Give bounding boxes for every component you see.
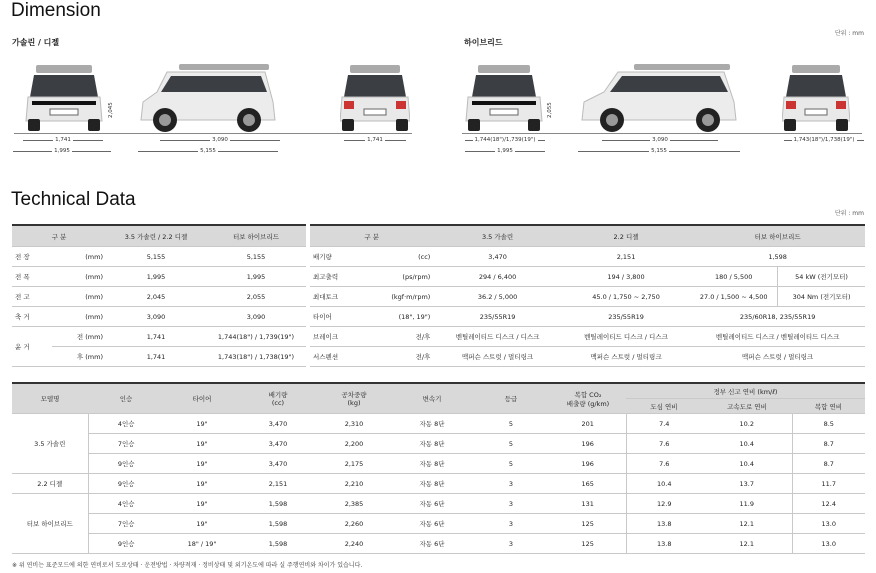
gas-length-dim: 5,155 bbox=[138, 148, 278, 154]
table-cell: 3 bbox=[472, 474, 550, 494]
hybrid-length-dim: 5,155 bbox=[578, 148, 740, 154]
fuel-header-highway: 고속도로 연비 bbox=[702, 399, 792, 414]
spec-left-row bbox=[12, 327, 306, 347]
cell-value: 235/55R19 bbox=[433, 307, 561, 327]
gas-rear-track-dim: 1,741 bbox=[344, 137, 406, 143]
cell-value: 1,741 bbox=[106, 327, 206, 347]
hybrid-front-width-dim: 1,995 bbox=[465, 148, 545, 154]
table-cell: 10.2 bbox=[702, 414, 792, 434]
cell-value: 2,055 bbox=[206, 287, 306, 307]
table-cell: 2,310 bbox=[316, 414, 392, 434]
fuel-header-eff-group: 정부 신고 연비 (km/ℓ) bbox=[626, 383, 865, 399]
table-cell: 10.4 bbox=[626, 474, 702, 494]
hybrid-label: 하이브리드 bbox=[464, 38, 503, 47]
table-cell: 19" bbox=[164, 434, 240, 454]
spec-left-header: 3.5 가솔린 / 2.2 디젤 bbox=[106, 225, 206, 247]
table-cell: 3 bbox=[472, 514, 550, 534]
fuel-header-row bbox=[12, 383, 865, 399]
table-cell: 9인승 bbox=[88, 534, 164, 554]
header-unit: (cc) bbox=[271, 399, 285, 407]
cell-value: 45.0 / 1,750 ~ 2,750 bbox=[562, 287, 690, 307]
spec-right-header: 터보 하이브리드 bbox=[690, 225, 865, 247]
model-name-cell: 터보 하이브리드 bbox=[12, 494, 88, 554]
spec-right-row bbox=[310, 267, 865, 287]
table-cell: 3,470 bbox=[240, 454, 316, 474]
cell-value: 180 / 5,500 bbox=[690, 267, 777, 287]
technical-unit-label: 단위 : mm bbox=[834, 210, 864, 217]
fuel-header-model: 모델명 bbox=[12, 383, 88, 414]
spec-table-right bbox=[310, 224, 865, 367]
table-row bbox=[12, 474, 865, 494]
spec-right-header-row bbox=[310, 225, 865, 247]
hybrid-side-view-image bbox=[578, 62, 742, 134]
table-cell: 4인승 bbox=[88, 494, 164, 514]
table-cell: 2,151 bbox=[240, 474, 316, 494]
fuel-header-combined: 복합 연비 bbox=[792, 399, 865, 414]
table-cell: 18" / 19" bbox=[164, 534, 240, 554]
row-label: 축 거 bbox=[12, 307, 52, 327]
cell-value: 54 kW (전기모터) bbox=[778, 267, 865, 287]
row-label: 서스펜션 bbox=[310, 347, 359, 367]
table-row bbox=[12, 494, 865, 514]
spec-left-header: 구 분 bbox=[12, 225, 106, 247]
table-cell: 7.6 bbox=[626, 434, 702, 454]
table-cell: 10.4 bbox=[702, 434, 792, 454]
table-cell: 11.9 bbox=[702, 494, 792, 514]
fuel-table-body bbox=[12, 414, 865, 554]
cell-value: 1,995 bbox=[206, 267, 306, 287]
table-cell: 자동 8단 bbox=[392, 454, 472, 474]
row-label: 전 고 bbox=[12, 287, 52, 307]
spec-right-header: 2.2 디젤 bbox=[562, 225, 690, 247]
row-unit: (kgf·m/rpm) bbox=[359, 287, 433, 307]
hybrid-front-track-dim: 1,744(18")/1,739(19") bbox=[465, 137, 545, 143]
row-unit: (cc) bbox=[359, 247, 433, 267]
spec-right-header: 3.5 가솔린 bbox=[433, 225, 561, 247]
table-cell: 125 bbox=[550, 534, 626, 554]
cell-value: 맥퍼슨 스트럿 / 멀티링크 bbox=[690, 347, 865, 367]
table-row bbox=[12, 414, 865, 434]
table-cell: 2,240 bbox=[316, 534, 392, 554]
header-text: 공차중량 bbox=[341, 391, 367, 399]
table-cell: 12.9 bbox=[626, 494, 702, 514]
footnote: ※ 위 연비는 표준모드에 의한 연비로서 도로상태 · 운전방법 · 차량적재 · 정비상태 및 외기온도에 따라 실 주행연비와 차이가 있습니다. bbox=[12, 562, 363, 569]
table-cell: 19" bbox=[164, 454, 240, 474]
table-cell: 3 bbox=[472, 494, 550, 514]
table-cell: 2,200 bbox=[316, 434, 392, 454]
gas-side-view-image bbox=[137, 62, 279, 134]
table-cell: 자동 6단 bbox=[392, 514, 472, 534]
row-unit: (mm) bbox=[52, 247, 106, 267]
table-cell: 4인승 bbox=[88, 414, 164, 434]
spec-right-header: 구 분 bbox=[310, 225, 433, 247]
cell-value: 235/60R18, 235/55R19 bbox=[690, 307, 865, 327]
table-row bbox=[12, 514, 865, 534]
spec-right-row bbox=[310, 287, 865, 307]
cell-value: 304 Nm (전기모터) bbox=[778, 287, 865, 307]
table-cell: 1,598 bbox=[240, 534, 316, 554]
cell-value: 3,090 bbox=[106, 307, 206, 327]
cell-value: 1,744(18") / 1,739(19") bbox=[206, 327, 306, 347]
row-unit: (ps/rpm) bbox=[359, 267, 433, 287]
model-name-cell: 2.2 디젤 bbox=[12, 474, 88, 494]
table-row bbox=[12, 534, 865, 554]
fuel-header-city: 도심 연비 bbox=[626, 399, 702, 414]
table-cell: 12.1 bbox=[702, 514, 792, 534]
spec-right-row bbox=[310, 347, 865, 367]
model-name-cell: 3.5 가솔린 bbox=[12, 414, 88, 474]
table-cell: 3,470 bbox=[240, 434, 316, 454]
table-cell: 자동 8단 bbox=[392, 474, 472, 494]
table-cell: 3 bbox=[472, 534, 550, 554]
dimension-title: Dimension bbox=[11, 0, 101, 21]
table-row bbox=[12, 454, 865, 474]
spec-table-left bbox=[12, 224, 306, 367]
table-cell: 8.7 bbox=[792, 434, 865, 454]
table-cell: 3,470 bbox=[240, 414, 316, 434]
spec-left-header: 터보 하이브리드 bbox=[206, 225, 306, 247]
table-cell: 13.8 bbox=[626, 534, 702, 554]
cell-value: 1,598 bbox=[690, 247, 865, 267]
row-unit: (mm) bbox=[52, 307, 106, 327]
fuel-header-transmission: 변속기 bbox=[392, 383, 472, 414]
hybrid-wheelbase-dim: 3,090 bbox=[602, 137, 718, 143]
row-label: 전 장 bbox=[12, 247, 52, 267]
fuel-table bbox=[12, 382, 865, 554]
table-cell: 11.7 bbox=[792, 474, 865, 494]
hybrid-rear-view-image bbox=[782, 63, 850, 133]
table-cell: 2,385 bbox=[316, 494, 392, 514]
spec-left-row bbox=[12, 287, 306, 307]
header-text: 배기량 bbox=[268, 391, 288, 399]
header-unit: (kg) bbox=[347, 399, 361, 407]
table-cell: 자동 8단 bbox=[392, 434, 472, 454]
table-cell: 19" bbox=[164, 494, 240, 514]
table-cell: 7.6 bbox=[626, 454, 702, 474]
cell-value: 27.0 / 1,500 ~ 4,500 bbox=[690, 287, 777, 307]
table-cell: 165 bbox=[550, 474, 626, 494]
table-cell: 자동 6단 bbox=[392, 534, 472, 554]
cell-value: 벤틸레이티드 디스크 / 벤틸레이티드 디스크 bbox=[690, 327, 865, 347]
table-cell: 5 bbox=[472, 434, 550, 454]
gas-front-track-dim: 1,741 bbox=[23, 137, 103, 143]
cell-value: 235/55R19 bbox=[562, 307, 690, 327]
row-label: 윤 거 bbox=[12, 327, 52, 367]
gas-rear-view-image bbox=[340, 63, 410, 133]
row-label: 전 폭 bbox=[12, 267, 52, 287]
fuel-header-tire: 타이어 bbox=[164, 383, 240, 414]
fuel-header-co2 bbox=[550, 383, 626, 414]
fuel-header-grade: 등급 bbox=[472, 383, 550, 414]
row-unit: (mm) bbox=[52, 287, 106, 307]
hybrid-rear-track-dim: 1,743(18")/1,738(19") bbox=[784, 137, 864, 143]
table-cell: 1,598 bbox=[240, 494, 316, 514]
cell-value: 2,045 bbox=[106, 287, 206, 307]
gas-front-view-image bbox=[22, 63, 106, 133]
row-label: 브레이크 bbox=[310, 327, 359, 347]
gas-front-width-dim: 1,995 bbox=[13, 148, 111, 154]
cell-value: 5,155 bbox=[206, 247, 306, 267]
row-label: 최고출력 bbox=[310, 267, 359, 287]
row-label: 배기량 bbox=[310, 247, 359, 267]
gas-diesel-label: 가솔린 / 디젤 bbox=[12, 38, 60, 47]
cell-value: 맥퍼슨 스트럿 / 멀티링크 bbox=[433, 347, 561, 367]
spec-right-row bbox=[310, 327, 865, 347]
table-cell: 196 bbox=[550, 434, 626, 454]
table-cell: 7인승 bbox=[88, 514, 164, 534]
table-cell: 8.5 bbox=[792, 414, 865, 434]
table-cell: 19" bbox=[164, 414, 240, 434]
cell-value: 36.2 / 5,000 bbox=[433, 287, 561, 307]
table-cell: 8.7 bbox=[792, 454, 865, 474]
row-unit: (18", 19") bbox=[359, 307, 433, 327]
table-cell: 19" bbox=[164, 514, 240, 534]
row-unit: 전/후 bbox=[359, 327, 433, 347]
table-cell: 13.8 bbox=[626, 514, 702, 534]
fuel-header-weight bbox=[316, 383, 392, 414]
spec-right-row bbox=[310, 247, 865, 267]
spec-right-row bbox=[310, 307, 865, 327]
header-unit: 배출량 (g/km) bbox=[566, 399, 610, 408]
table-cell: 자동 6단 bbox=[392, 494, 472, 514]
cell-value: 2,151 bbox=[562, 247, 690, 267]
cell-value: 맥퍼슨 스트럿 / 멀티링크 bbox=[562, 347, 690, 367]
cell-value: 294 / 6,400 bbox=[433, 267, 561, 287]
table-row bbox=[12, 434, 865, 454]
table-cell: 5 bbox=[472, 454, 550, 474]
table-cell: 9인승 bbox=[88, 454, 164, 474]
row-label: 타이어 bbox=[310, 307, 359, 327]
table-cell: 19" bbox=[164, 474, 240, 494]
cell-value: 1,743(18") / 1,738(19") bbox=[206, 347, 306, 367]
table-cell: 131 bbox=[550, 494, 626, 514]
table-cell: 10.4 bbox=[702, 454, 792, 474]
cell-value: 벤틸레이티드 디스크 / 디스크 bbox=[562, 327, 690, 347]
cell-value: 5,155 bbox=[106, 247, 206, 267]
table-cell: 125 bbox=[550, 514, 626, 534]
row-unit: 후 (mm) bbox=[52, 347, 106, 367]
spec-left-row bbox=[12, 247, 306, 267]
gas-wheelbase-dim: 3,090 bbox=[160, 137, 280, 143]
hybrid-front-view-image bbox=[464, 63, 544, 133]
spec-left-header-row bbox=[12, 225, 306, 247]
cell-value: 3,470 bbox=[433, 247, 561, 267]
table-cell: 12.4 bbox=[792, 494, 865, 514]
table-cell: 7인승 bbox=[88, 434, 164, 454]
cell-value: 3,090 bbox=[206, 307, 306, 327]
table-cell: 9인승 bbox=[88, 474, 164, 494]
table-cell: 5 bbox=[472, 414, 550, 434]
cell-value: 벤틸레이티드 디스크 / 디스크 bbox=[433, 327, 561, 347]
cell-value: 1,995 bbox=[106, 267, 206, 287]
table-cell: 201 bbox=[550, 414, 626, 434]
table-cell: 자동 8단 bbox=[392, 414, 472, 434]
row-unit: (mm) bbox=[52, 267, 106, 287]
header-text: 복합 CO₂ bbox=[574, 390, 602, 399]
row-label: 최대토크 bbox=[310, 287, 359, 307]
table-cell: 13.0 bbox=[792, 534, 865, 554]
dimension-unit-label: 단위 : mm bbox=[834, 30, 864, 37]
technical-title: Technical Data bbox=[11, 189, 136, 210]
fuel-header-displacement bbox=[240, 383, 316, 414]
table-cell: 7.4 bbox=[626, 414, 702, 434]
cell-value: 1,741 bbox=[106, 347, 206, 367]
row-unit: 전 (mm) bbox=[52, 327, 106, 347]
table-cell: 13.0 bbox=[792, 514, 865, 534]
table-cell: 196 bbox=[550, 454, 626, 474]
table-cell: 2,175 bbox=[316, 454, 392, 474]
cell-value: 194 / 3,800 bbox=[562, 267, 690, 287]
fuel-header-seats: 인승 bbox=[88, 383, 164, 414]
row-unit: 전/후 bbox=[359, 347, 433, 367]
table-cell: 2,260 bbox=[316, 514, 392, 534]
spec-left-row bbox=[12, 347, 306, 367]
spec-left-row bbox=[12, 267, 306, 287]
spec-left-row bbox=[12, 307, 306, 327]
table-cell: 13.7 bbox=[702, 474, 792, 494]
table-cell: 2,210 bbox=[316, 474, 392, 494]
table-cell: 1,598 bbox=[240, 514, 316, 534]
table-cell: 12.1 bbox=[702, 534, 792, 554]
